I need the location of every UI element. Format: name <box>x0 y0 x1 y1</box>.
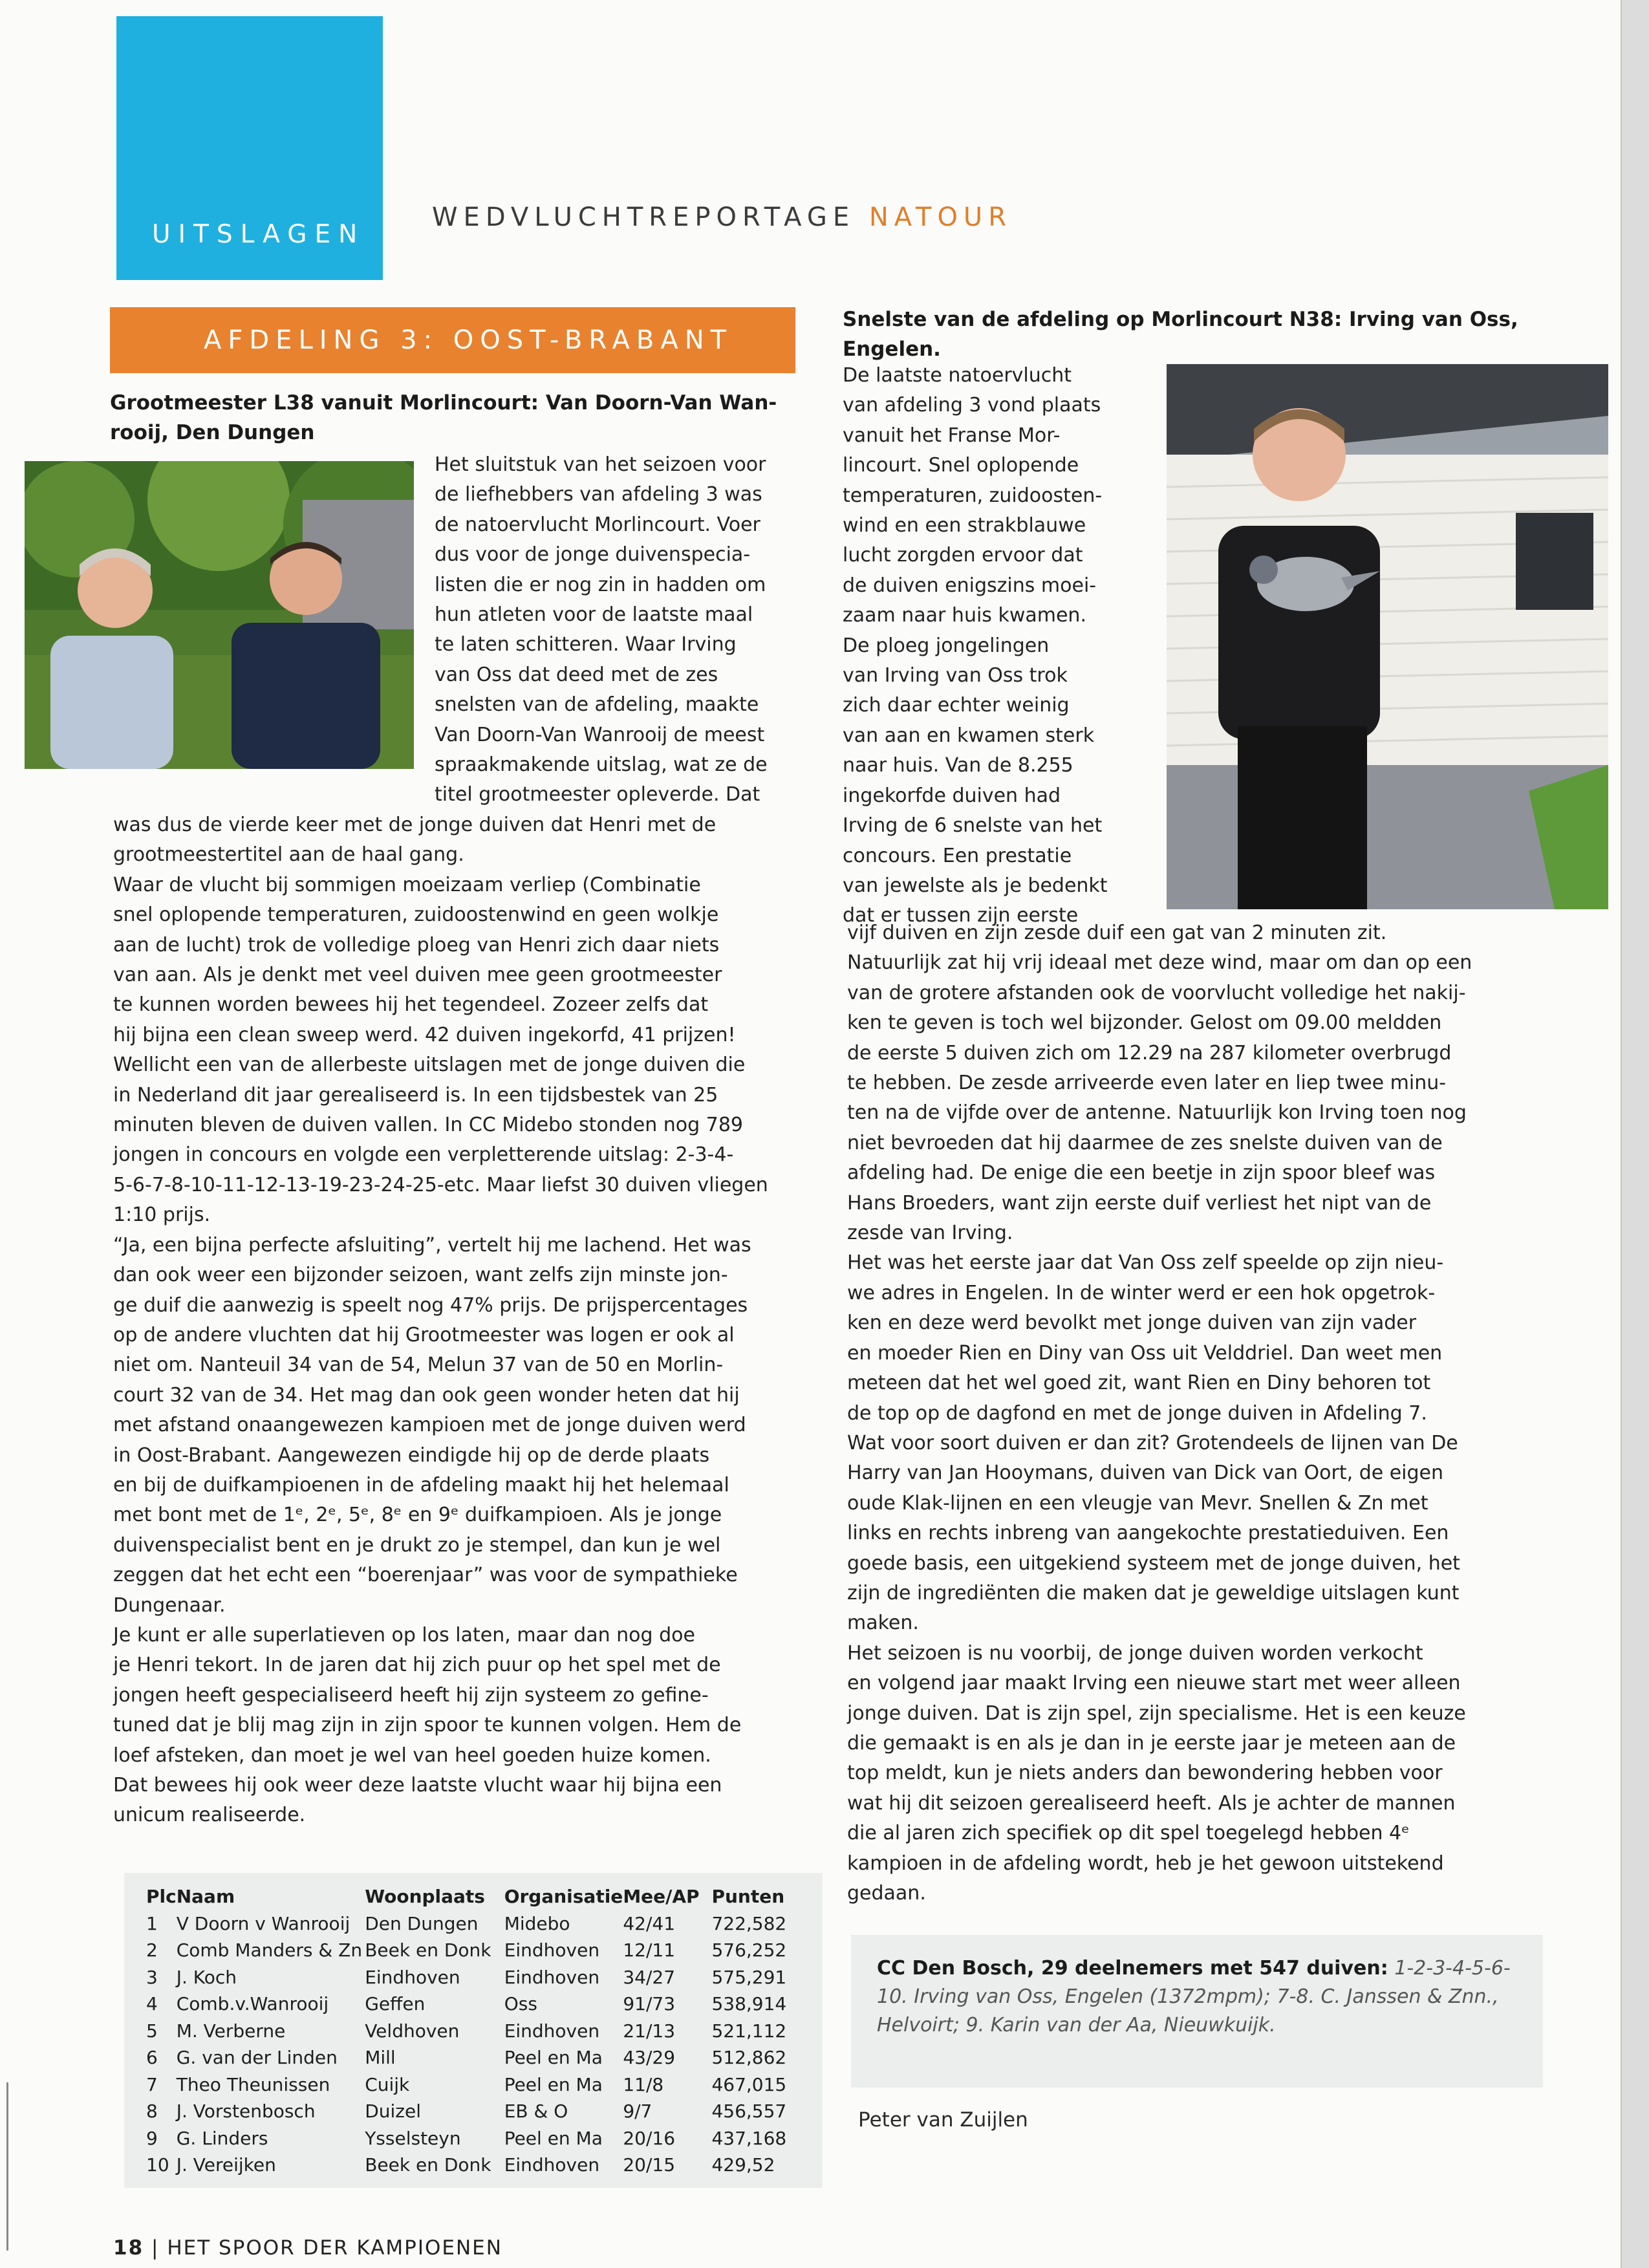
text-line: hun atleten voor de laatste maal <box>435 603 753 627</box>
text-line: unicum realiseerde. <box>113 1804 306 1827</box>
table-cell: 467,015 <box>711 2073 787 2095</box>
binding-mark <box>6 2082 8 2251</box>
table-cell: Eindhoven <box>365 1966 460 1988</box>
results-header-row <box>124 1873 823 1910</box>
cc-box-bold: CC Den Bosch, 29 deelnemers met 547 duiven: <box>877 1957 1388 1980</box>
magazine-name: HET SPOOR DER KAMPIOENEN <box>167 2236 502 2260</box>
text-line: van aan. Als je denkt met veel duiven mee geen grootmeester <box>113 964 722 987</box>
text-line: met bont met de 1ᵉ, 2ᵉ, 5ᵉ, 8ᵉ en 9ᵉ duifkampioen. Als je jonge <box>113 1504 722 1527</box>
text-line: van jewelste als je bedenkt <box>843 874 1108 897</box>
page-edge-shadow <box>1621 0 1649 2268</box>
text-line: court 32 van de 34. Het mag dan ook geen wonder heten dat hij <box>113 1383 740 1407</box>
text-line: vanuit het Franse Mor- <box>843 424 1061 447</box>
text-line: afdeling had. De enige die een beetje in zijn spoor bleef was <box>847 1161 1436 1185</box>
text-line: “Ja, een bijna perfecte afsluiting”, vertelt hij me lachend. Het was <box>113 1233 751 1257</box>
text-line: was dus de vierde keer met de jonge duiven dat Henri met de <box>113 814 717 836</box>
left-heading-line: Grootmeester L38 vanuit Morlincourt: Van Doorn-Van Wan- <box>110 391 777 415</box>
text-line: je Henri tekort. In de jaren dat hij zich puur op het spel met de <box>113 1654 721 1677</box>
text-line: tuned dat je blij mag zijn in zijn spoor te kunnen volgen. Hem de <box>113 1714 742 1737</box>
table-cell: Comb Manders & Zn <box>176 1939 363 1961</box>
text-line: Dat bewees hij ook weer deze laatste vlucht waar hij bijna een <box>113 1774 722 1797</box>
text-line: aan de lucht) trok de volledige ploeg van Henri zich daar niets <box>113 933 720 956</box>
right-heading-line: Snelste van de afdeling op Morlincourt N38: Irving van Oss, <box>843 308 1518 331</box>
table-cell: 1 <box>146 1912 158 1934</box>
text-line: maken. <box>847 1612 919 1635</box>
table-row <box>124 2044 823 2071</box>
text-line: te hebben. De zesde arriveerde even later en liep twee minu- <box>847 1072 1447 1095</box>
text-line: niet bevroeden dat hij daarmee de zes snelste duiven van de <box>847 1131 1443 1154</box>
table-cell: 21/13 <box>623 2020 676 2042</box>
text-line: concours. Een prestatie <box>843 844 1072 867</box>
table-cell: G. van der Linden <box>176 2047 338 2068</box>
text-line: lincourt. Snel oplopende <box>843 454 1079 477</box>
table-cell: 20/16 <box>623 2127 676 2149</box>
text-line: met afstand onaangewezen kampioen met de jonge duiven werd <box>113 1414 746 1437</box>
right-heading-line: Engelen. <box>843 338 941 361</box>
text-line: de eerste 5 duiven zich om 12.29 na 287 kilometer overbrugd <box>847 1041 1452 1064</box>
table-row <box>124 2125 823 2152</box>
table-cell: 456,557 <box>711 2101 787 2122</box>
cc-box-italic: 1-2-3-4-5-6-10. Irving van Oss, Engelen (1372mpm); 7-8. C. Janssen & Znn., Helvoirt; 9. Karin van der Aa, Nieuwkuijk. <box>877 1957 1511 2036</box>
text-line: zaam naar huis kwamen. <box>843 604 1086 627</box>
table-cell: Peel en Ma <box>504 2047 603 2068</box>
cc-den-bosch-box <box>851 1935 1543 2088</box>
text-line: die al jaren zich specifiek op dit spel toegelegd hebben 4ᵉ <box>847 1822 1410 1845</box>
col-header: Woonplaats <box>365 1886 485 1907</box>
text-line: Je kunt er alle superlatieven op los laten, maar dan nog doe <box>113 1623 695 1647</box>
results-table <box>124 1873 823 2188</box>
table-cell: 5 <box>146 2020 158 2042</box>
table-cell: Eindhoven <box>504 2154 600 2176</box>
text-line: De ploeg jongelingen <box>843 634 1050 657</box>
col-header: Plc <box>146 1886 177 1907</box>
text-line: grootmeestertitel aan de haal gang. <box>113 843 464 867</box>
table-cell: J. Koch <box>176 1966 237 1988</box>
text-line: gedaan. <box>847 1882 926 1905</box>
table-cell: Veldhoven <box>365 2020 460 2042</box>
text-line: te kunnen worden bewees hij het tegendeel. Zozeer zelfs dat <box>113 993 709 1017</box>
table-cell: Mill <box>365 2047 396 2068</box>
text-line: in Nederland dit jaar gerealiseerd is. In een tijdsbestek van 25 <box>113 1083 718 1107</box>
table-cell: Peel en Ma <box>504 2073 603 2095</box>
text-line: links en rechts inbreng van aangekochte prestatieduiven. Een <box>847 1522 1449 1545</box>
text-line: Het was het eerste jaar dat Van Oss zelf speelde op zijn nieu- <box>847 1251 1444 1275</box>
text-line: vijf duiven en zijn zesde duif een gat van 2 minuten zit. <box>847 922 1387 944</box>
table-cell: 576,252 <box>711 1939 787 1961</box>
text-line: meteen dat het wel goed zit, want Rien en Diny behoren tot <box>847 1372 1431 1395</box>
text-line: dat er tussen zijn eerste <box>843 904 1079 927</box>
text-line: Waar de vlucht bij sommigen moeizaam verliep (Combinatie <box>113 873 701 896</box>
table-cell: 512,862 <box>711 2047 787 2068</box>
text-line: Van Doorn-Van Wanrooij de meest <box>435 723 765 746</box>
left-article-body <box>113 810 818 1831</box>
table-cell: Peel en Ma <box>504 2127 603 2149</box>
table-cell: 7 <box>146 2073 158 2095</box>
table-cell: 91/73 <box>623 1993 676 2014</box>
left-heading-line: rooij, Den Dungen <box>110 421 315 444</box>
text-line: lucht zorgden ervoor dat <box>843 544 1083 567</box>
text-line: Harry van Jan Hooymans, duiven van Dick van Oort, de eigen <box>847 1462 1444 1485</box>
table-cell: 429,52 <box>711 2154 775 2176</box>
text-line: 5-6-7-8-10-11-12-13-19-23-24-25-etc. Maar liefst 30 duiven vliegen <box>113 1173 768 1196</box>
text-line: dan ook weer een bijzonder seizoen, want zelfs zijn minste jon- <box>113 1264 728 1287</box>
text-line: ingekorfde duiven had <box>843 784 1061 807</box>
table-cell: Midebo <box>504 1912 570 1934</box>
text-line: zeggen dat het echt een “boerenjaar” was voor de sympathieke <box>113 1564 738 1587</box>
text-line: de duiven enigszins moei- <box>843 574 1097 597</box>
table-cell: 2 <box>146 1939 158 1961</box>
text-line: ken te geven is toch wel bijzonder. Gelost om 09.00 meldden <box>847 1011 1442 1035</box>
text-line: niet om. Nanteuil 34 van de 54, Melun 37 van de 50 en Morlin- <box>113 1354 724 1377</box>
text-line: goede basis, een uitgekiend systeem met de jonge duiven, het <box>847 1551 1460 1575</box>
text-line: naar huis. Van de 8.255 <box>843 754 1073 777</box>
table-cell: Comb.v.Wanrooij <box>176 1993 329 2014</box>
table-row <box>124 1964 823 1991</box>
col-header: Naam <box>176 1886 235 1907</box>
text-line: dus voor de jonge duivenspecia- <box>435 543 751 567</box>
table-cell: 4 <box>146 1993 158 2014</box>
right-article-heading <box>843 305 1554 364</box>
text-line: wat hij dit seizoen gerealiseerd heeft. Als je achter de mannen <box>847 1791 1456 1815</box>
text-line: ten na de vijfde over de antenne. Natuurlijk kon Irving toen nog <box>847 1101 1467 1125</box>
text-line: listen die er nog zin in hadden om <box>435 573 766 596</box>
text-line: te laten schitteren. Waar Irving <box>435 633 737 656</box>
section-banner-title: AFDELING 3: OOST-BRABANT <box>204 325 733 355</box>
table-cell: Geffen <box>365 1993 426 2014</box>
table-cell: Eindhoven <box>504 2020 600 2042</box>
table-cell: 11/8 <box>623 2073 664 2095</box>
table-row <box>124 1910 823 1938</box>
table-cell: Eindhoven <box>504 1966 600 1988</box>
text-line: van de grotere afstanden ook de voorvlucht volledige het nakij- <box>847 981 1466 1004</box>
col-header: Punten <box>711 1886 785 1907</box>
text-line: de liefhebbers van afdeling 3 was <box>435 483 762 506</box>
right-article-body <box>847 918 1558 1908</box>
table-cell: 43/29 <box>623 2047 676 2068</box>
text-line: jongen in concours en volgde een verpletterende uitslag: 2-3-4- <box>113 1143 734 1167</box>
table-row <box>124 2018 823 2045</box>
table-cell: 6 <box>146 2047 158 2068</box>
col-header: Organisatie <box>504 1886 623 1907</box>
text-line: de top op de dagfond en met de jonge duiven in Afdeling 7. <box>847 1401 1427 1425</box>
table-cell: 12/11 <box>623 1939 676 1961</box>
text-line: 1:10 prijs. <box>113 1204 211 1227</box>
right-text-beside-photo <box>843 361 1179 931</box>
text-line: en moeder Rien en Diny van Oss uit Velddriel. Dan weet men <box>847 1341 1443 1365</box>
text-line: oude Klak-lijnen en een vleugje van Mevr. Snellen & Zn met <box>847 1491 1428 1515</box>
table-cell: 34/27 <box>623 1966 676 1988</box>
text-line: Wat voor soort duiven er dan zit? Grotendeels de lijnen van De <box>847 1431 1458 1454</box>
text-line: Het sluitstuk van het seizoen voor <box>435 453 766 476</box>
col-header: Mee/AP <box>623 1886 700 1907</box>
text-line: temperaturen, zuidoosten- <box>843 484 1103 507</box>
text-line: wind en een strakblauwe <box>843 514 1086 537</box>
photo-van-doorn-van-wanrooij <box>25 461 414 769</box>
text-line: snelsten van de afdeling, maakte <box>435 693 759 717</box>
text-line: van Oss dat deed met de zes <box>435 663 718 686</box>
table-cell: G. Linders <box>176 2127 268 2149</box>
section-tab-label: UITSLAGEN <box>152 220 365 249</box>
table-cell: 9 <box>146 2127 158 2149</box>
left-article-heading <box>110 388 815 448</box>
left-text-beside-photo <box>435 450 816 810</box>
table-cell: M. Verberne <box>176 2020 286 2042</box>
table-cell: 722,582 <box>711 1912 787 1934</box>
page-number: 18 <box>113 2236 144 2260</box>
text-line: titel grootmeester opleverde. Dat <box>435 783 760 806</box>
text-line: we adres in Engelen. In de winter werd er een hok opgetrok- <box>847 1281 1436 1304</box>
text-line: duivenspecialist bent en je drukt zo je stempel, dan kun je wel <box>113 1533 721 1557</box>
text-line: van aan en kwamen sterk <box>843 724 1095 747</box>
table-cell: 3 <box>146 1966 158 1988</box>
footer-separator: | <box>151 2236 160 2260</box>
table-cell: 575,291 <box>711 1966 787 1988</box>
table-cell: 521,112 <box>711 2020 787 2042</box>
table-cell: Beek en Donk <box>365 1939 491 1961</box>
table-cell: V Doorn v Wanrooij <box>176 1912 350 1934</box>
table-cell: J. Vorstenbosch <box>176 2101 316 2122</box>
table-cell: EB & O <box>504 2101 568 2122</box>
text-line: ge duif die aanwezig is speelt nog 47% prijs. De prijspercentages <box>113 1293 748 1317</box>
text-line: spraakmakende uitslag, wat ze de <box>435 753 768 777</box>
text-line: in Oost-Brabant. Aangewezen eindigde hij op de derde plaats <box>113 1443 710 1467</box>
table-cell: Den Dungen <box>365 1912 479 1934</box>
table-cell: 8 <box>146 2101 158 2122</box>
kicker-accent: NATOUR <box>868 202 1012 232</box>
text-line: van afdeling 3 vond plaats <box>843 394 1101 417</box>
text-line: die gemaakt is en als je dan in je eerste jaar je meteen aan de <box>847 1731 1456 1755</box>
text-line: Dungenaar. <box>113 1593 226 1617</box>
table-cell: Theo Theunissen <box>176 2073 330 2095</box>
text-line: zijn de ingrediënten die maken dat je geweldige uitslagen kunt <box>847 1581 1460 1604</box>
table-cell: Oss <box>504 1993 537 2014</box>
text-line: top meldt, kun je niets anders dan bewondering hebben voor <box>847 1762 1443 1785</box>
text-line: zesde van Irving. <box>847 1222 1013 1245</box>
table-cell: 538,914 <box>711 1993 787 2014</box>
text-line: op de andere vluchten dat hij Grootmeester was logen er ook al <box>113 1323 735 1346</box>
page-footer <box>113 2236 502 2260</box>
text-line: jonge duiven. Dat is zijn spel, zijn specialisme. Het is een keuze <box>847 1701 1466 1725</box>
table-cell: 10 <box>146 2154 169 2176</box>
table-cell: 9/7 <box>623 2101 652 2122</box>
results-body <box>124 1910 823 2188</box>
text-line: en volgend jaar maakt Irving een nieuwe start met weer alleen <box>847 1672 1461 1695</box>
table-cell: 437,168 <box>711 2127 787 2149</box>
section-banner <box>110 307 795 373</box>
table-cell: Beek en Donk <box>365 2154 491 2176</box>
section-tab <box>116 16 383 280</box>
text-line: Hans Broeders, want zijn eerste duif verliest het nipt van de <box>847 1191 1432 1215</box>
text-line: en bij de duifkampioenen in de afdeling maakt hij het helemaal <box>113 1473 729 1496</box>
table-cell: Eindhoven <box>504 1939 600 1961</box>
table-row <box>124 2152 823 2188</box>
table-row <box>124 2098 823 2125</box>
text-line: hij bijna een clean sweep werd. 42 duiven ingekorfd, 41 prijzen! <box>113 1023 736 1046</box>
text-line: Irving de 6 snelste van het <box>843 814 1103 837</box>
photo-irving-van-oss <box>1167 364 1608 909</box>
text-line: ken en deze werd bevolkt met jonge duiven van zijn vader <box>847 1312 1417 1335</box>
author-signature: Peter van Zuijlen <box>858 2108 1028 2132</box>
text-line: De laatste natoervlucht <box>843 364 1072 387</box>
cc-den-bosch-text <box>877 1954 1524 2040</box>
kicker-main: WEDVLUCHTREPORTAGE <box>432 202 856 232</box>
table-cell: 20/15 <box>623 2154 676 2176</box>
text-line: Het seizoen is nu voorbij, de jonge duiven worden verkocht <box>847 1641 1423 1665</box>
text-line: zich daar echter weinig <box>843 694 1070 717</box>
text-line: minuten bleven de duiven vallen. In CC Midebo stonden nog 789 <box>113 1114 743 1137</box>
text-line: van Irving van Oss trok <box>843 664 1068 687</box>
text-line: kampioen in de afdeling wordt, heb je het gewoon uitstekend <box>847 1852 1444 1875</box>
table-cell: 42/41 <box>623 1912 676 1934</box>
text-line: snel oplopende temperaturen, zuidoostenwind en geen wolkje <box>113 903 719 927</box>
text-line: Wellicht een van de allerbeste uitslagen met de jonge duiven die <box>113 1053 746 1077</box>
table-cell: Cuijk <box>365 2073 410 2095</box>
text-line: de natoervlucht Morlincourt. Voer <box>435 513 760 536</box>
text-line: jongen heeft gespecialiseerd heeft hij zijn systeem zo gefine- <box>113 1683 709 1707</box>
table-row <box>124 2071 823 2099</box>
table-cell: Ysselsteyn <box>365 2127 461 2149</box>
page-kicker <box>432 202 1012 232</box>
table-cell: J. Vereijken <box>176 2154 276 2176</box>
text-line: loef afsteken, dan moet je wel van heel goeden huize komen. <box>113 1744 711 1767</box>
table-row <box>124 1991 823 2018</box>
table-cell: Duizel <box>365 2101 421 2122</box>
text-line: Natuurlijk zat hij vrij ideaal met deze wind, maar om dan op een <box>847 951 1472 975</box>
table-row <box>124 1937 823 1964</box>
